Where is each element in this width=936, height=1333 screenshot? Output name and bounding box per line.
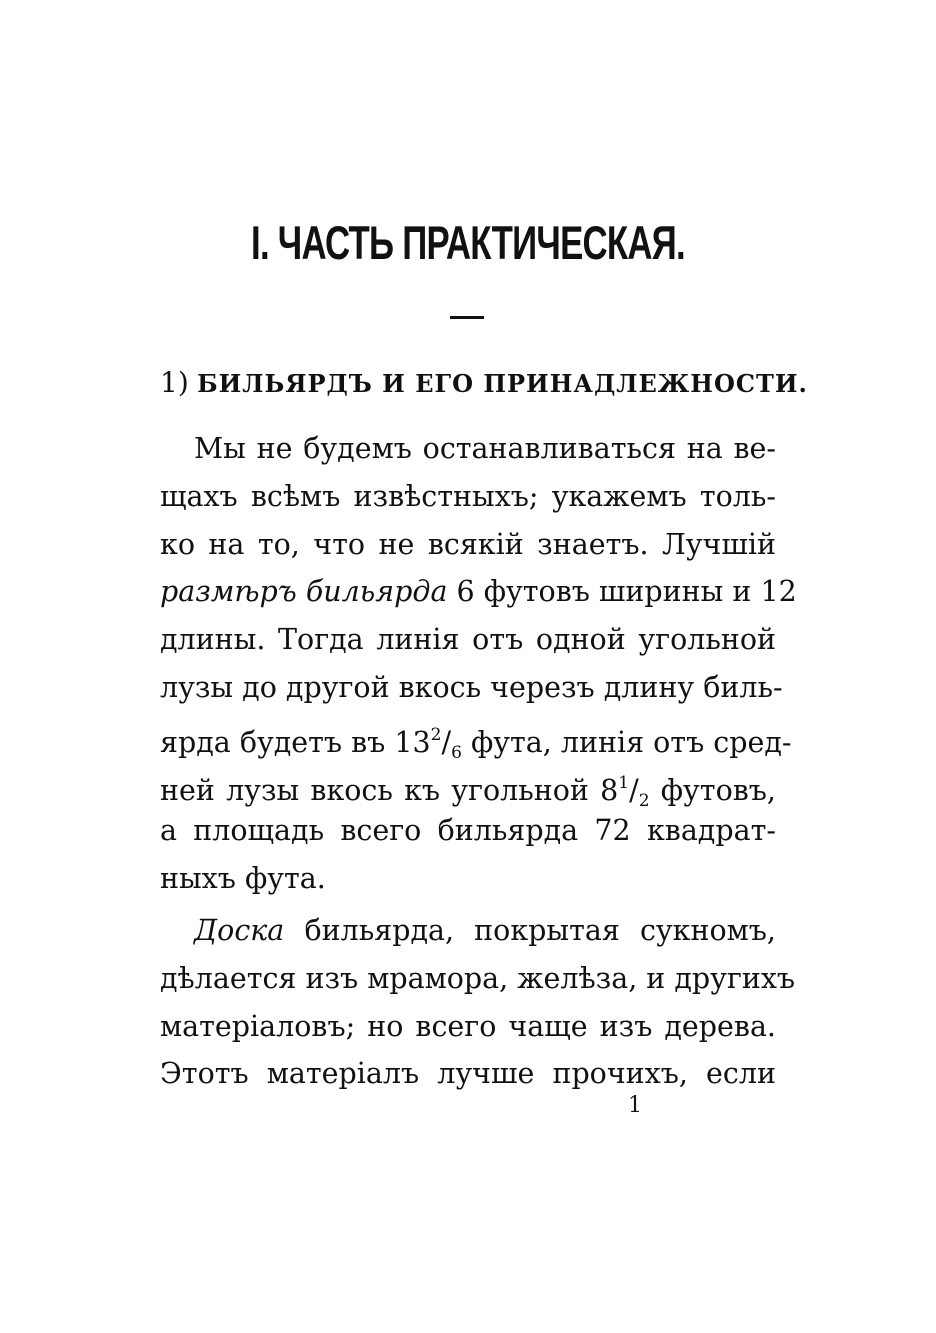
section-title-text: БИЛЬЯРДЪ И ЕГО ПРИНАДЛЕЖНОСТИ.: [197, 369, 808, 398]
text-run: ярда будетъ въ 13: [160, 725, 431, 759]
part-heading: I. ЧАСТЬ ПРАКТИЧЕСКАЯ.: [251, 216, 685, 269]
fraction-denominator: 2: [638, 790, 650, 811]
fraction-slash: /: [629, 773, 639, 807]
section-title: [160, 363, 808, 404]
text-run: ней лузы вкось къ угольной 8: [160, 773, 619, 807]
fraction: [618, 772, 650, 811]
text-run: футовъ,: [649, 773, 776, 807]
fraction: [430, 724, 462, 763]
signature-mark: 1: [628, 1093, 642, 1118]
text-line: длины. Тогда линія отъ одной угольной: [160, 623, 776, 657]
text-line: а площадь всего бильярда 72 квадрат-: [160, 814, 776, 848]
fraction-numerator: 1: [618, 772, 630, 793]
text-run: 6 футовъ ширины и 12: [447, 575, 797, 609]
text-line: лузы до другой вкось черезъ длину биль-: [160, 670, 783, 704]
section-number: 1): [160, 366, 189, 399]
text-run: бильярда, покрытая сукномъ,: [284, 914, 776, 947]
text-line: [160, 568, 797, 616]
text-line: ныхъ фута.: [160, 862, 326, 896]
text-line: [160, 760, 776, 811]
text-line: ко на то, что не всякій знаетъ. Лучшій: [160, 527, 776, 561]
italic-term: Доска: [194, 914, 285, 947]
text-line: [160, 907, 776, 955]
text-line: дѣлается изъ мрамора, желѣза, и другихъ: [160, 961, 796, 995]
fraction-slash: /: [441, 725, 452, 759]
text-run: фута, линія отъ сред-: [461, 725, 792, 759]
heading-divider: [450, 316, 484, 319]
text-line: Мы не будемъ останавливаться на ве-: [194, 432, 776, 465]
italic-term: размѣръ бильярда: [160, 575, 448, 609]
paragraph-2: [160, 907, 796, 1098]
paragraph-1: [160, 425, 797, 903]
text-line: [160, 712, 792, 763]
text-line: щахъ всѣмъ извѣстныхъ; укажемъ толь-: [160, 479, 776, 513]
text-line: Этотъ матеріалъ лучше прочихъ, если: [160, 1057, 776, 1091]
text-line: матеріаловъ; но всего чаще изъ дерева.: [160, 1009, 776, 1043]
fraction-denominator: 6: [451, 742, 462, 763]
fraction-numerator: 2: [430, 724, 442, 745]
